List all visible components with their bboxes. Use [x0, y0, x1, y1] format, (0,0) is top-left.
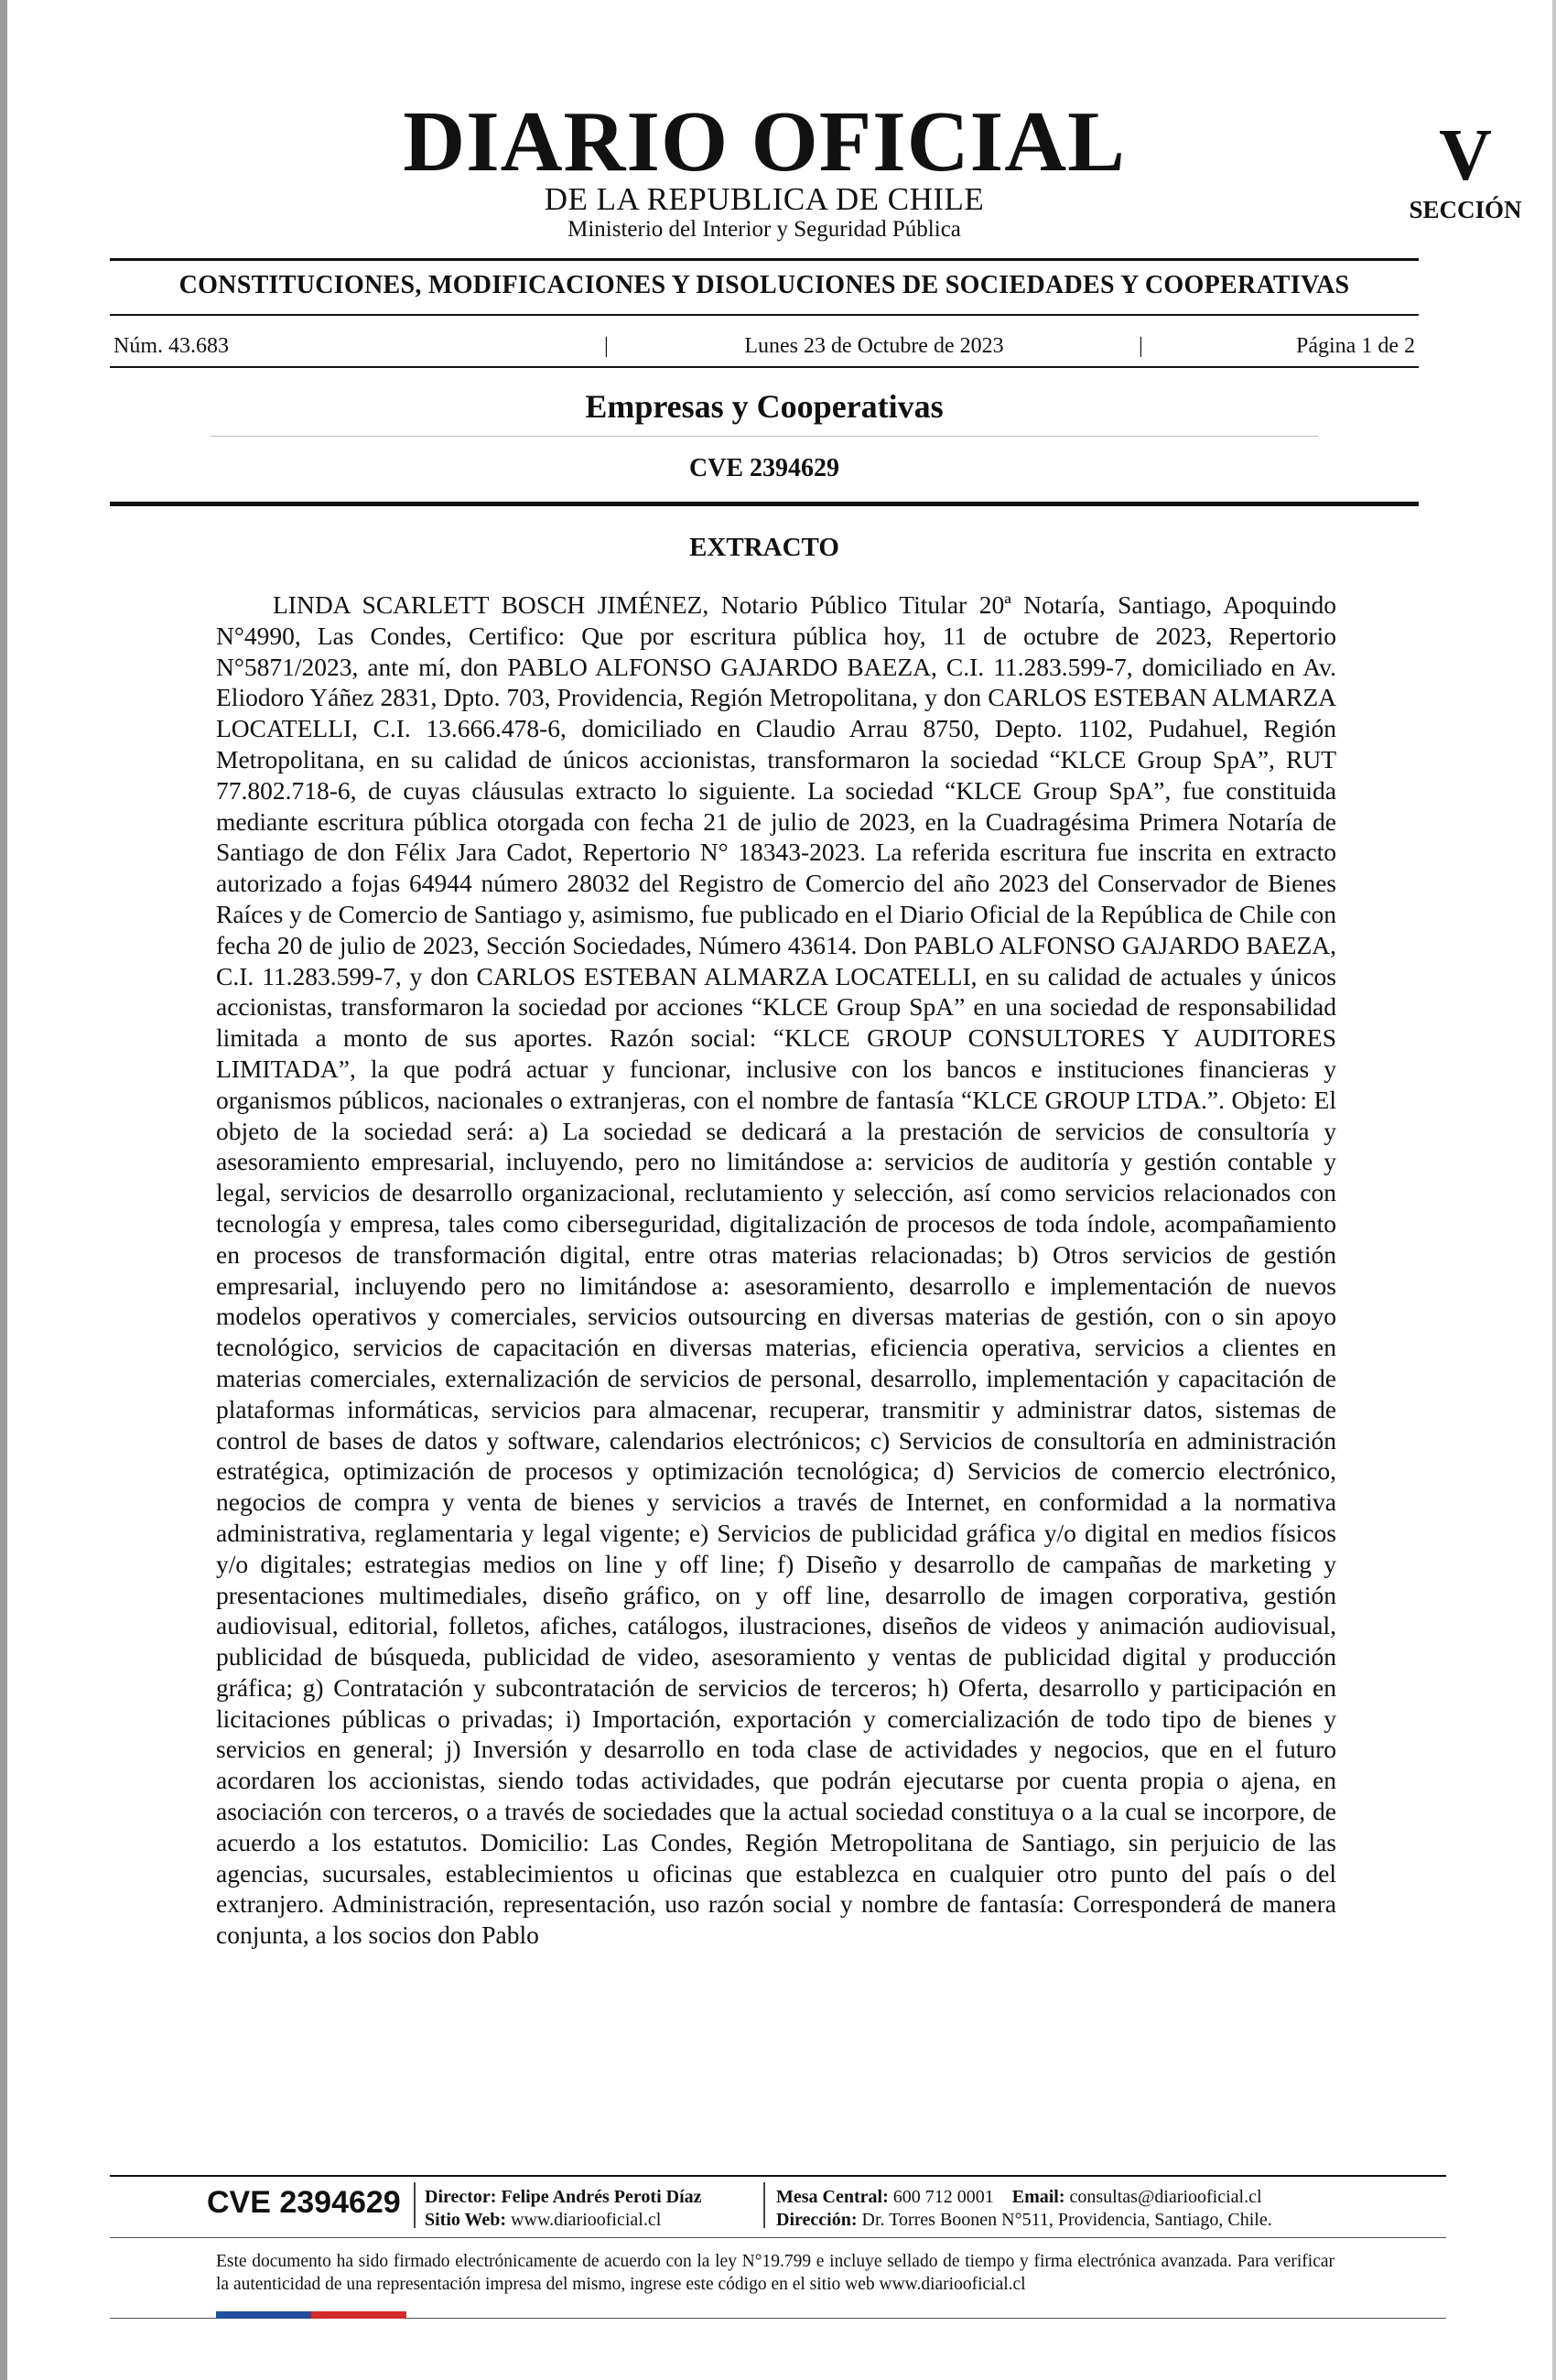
footer-legal-notice: Este documento ha sido firmado electrónicamente de acuerdo con la ley N°19.799 e incluye sellado de tiempo y firma electrónica avanzada. Para verificar la autenticidad de una representación impresa del mismo, ingrese este código en el sitio web www.diariooficial.cl [216, 2252, 1334, 2294]
category-heading: CONSTITUCIONES, MODIFICACIONES Y DISOLUCIONES DE SOCIEDADES Y COOPERATIVAS [178, 271, 1350, 299]
email-link[interactable]: consultas@diariooficial.cl [1069, 2187, 1262, 2207]
masthead-title: DIARIO OFICIAL [403, 94, 1126, 189]
issue-number: Núm. 43.683 [113, 334, 229, 358]
issue-date: Lunes 23 de Octubre de 2023 [744, 334, 1004, 358]
footer-contact-block [776, 2186, 1272, 2232]
footer-director-block [425, 2186, 702, 2232]
section-indicator [1397, 115, 1534, 223]
document-title: EXTRACTO [689, 533, 839, 562]
issue-info-row [110, 330, 1419, 362]
footer-cve-code: CVE 2394629 [207, 2185, 401, 2220]
section-word: SECCIÓN [1409, 196, 1522, 223]
section-heading-rule [211, 436, 1318, 437]
masthead [110, 92, 1522, 256]
footer-divider [414, 2182, 416, 2228]
cve-code: CVE 2394629 [688, 454, 840, 482]
phone-label: Mesa Central: [776, 2187, 889, 2207]
address-value: Dr. Torres Boonen N°511, Providencia, Santiago, Chile. [861, 2210, 1272, 2230]
website-link[interactable]: www.diariooficial.cl [511, 2210, 662, 2230]
flag-blue-segment [216, 2311, 311, 2319]
section-heading: Empresas y Cooperativas [585, 388, 944, 425]
phone-value: 600 712 0001 [892, 2187, 994, 2207]
director-name: Felipe Andrés Peroti Díaz [501, 2187, 702, 2207]
page-indicator: Página 1 de 2 [1296, 334, 1415, 358]
page-edge-shadow-right [1552, 0, 1556, 2380]
section-letter: V [1439, 115, 1492, 196]
page-edge-shadow [0, 0, 7, 2380]
body-paragraph: LINDA SCARLETT BOSCH JIMÉNEZ, Notario Público Titular 20ª Notaría, Santiago, Apoquindo N°4990, Las Condes, Certifico: Que por escritura pública hoy, 11 de octubre de 2023, Repertorio N°5871/2023, ante mí, don PABLO ALFONSO GAJARDO BAEZA, C.I. 11.283.599-7, domiciliado en Av. Eliodoro Yáñez 2831, Dpto. 703, Providencia, Región Metropolitana, y don CARLOS ESTEBAN ALMARZA LOCATELLI, C.I. 13.666.478-6, domiciliado en Claudio Arrau 8750, Depto. 1102, Pudahuel, Región Metropolitana, en su calidad de únicos accionistas, transformaron la sociedad “KLCE Group SpA”, RUT 77.802.718-6, de cuyas cláusulas extracto lo siguiente. La sociedad “KLCE Group SpA”, fue constituida mediante escritura pública otorgada con fecha 21 de julio de 2023, en la Cuadragésima Primera Notaría de Santiago de don Félix Jara Cadot, Repertorio N° 18343-2023. La referida escritura fue inscrita en extracto autorizado a fojas 64944 número 28032 del Registro de Comercio del año 2023 del Conservador de Bienes Raíces y de Comercio de Santiago y, asimismo, fue publicado en el Diario Oficial de la República de Chile con fecha 20 de julio de 2023, Sección Sociedades, Número 43614. Don PABLO ALFONSO GAJARDO BAEZA, C.I. 11.283.599-7, y don CARLOS ESTEBAN ALMARZA LOCATELLI, en su calidad de actuales y únicos accionistas, transformaron la sociedad por acciones “KLCE Group SpA” en una sociedad de responsabilidad limitada a monto de sus aportes. Razón social: “KLCE GROUP CONSULTORES Y AUDITORES LIMITADA”, la que podrá actuar y funcionar, inclusive con los bancos e instituciones financieras y organismos públicos, nacionales o extranjeras, con el nombre de fantasía “KLCE GROUP LTDA.”. Objeto: El objeto de la sociedad será: a) La sociedad se dedicará a la prestación de servicios de consultoría y asesoramiento empresarial, incluyendo, pero no limitándose a: servicios de auditoría y gestión contable y legal, servicios de desarrollo organizacional, reclutamiento y selección, así como servicios relacionados con tecnología y empresa, tales como ciberseguridad, digitalización de procesos de toda índole, acompañamiento en procesos de transformación digital, entre otras materias relacionadas; b) Otros servicios de gestión empresarial, incluyendo pero no limitándose a: asesoramiento, desarrollo e implementación de nuevos modelos operativos y comerciales, servicios outsourcing en diversas materias de gestión, con o sin apoyo tecnológico, servicios de capacitación en diversas materias, eficiencia operativa, servicios a clientes en materias comerciales, externalización de servicios de personal, desarrollo, implementación y capacitación de plataformas informáticas, servicios para almacenar, recuperar, transmitir y administrar datos, sistemas de control de bases de datos y software, calendarios electrónicos; c) Servicios de consultoría en administración estratégica, optimización de procesos y optimización tecnológica; d) Servicios de comercio electrónico, negocios de compra y venta de bienes y servicios a través de Internet, en conformidad a la normativa administrativa, reglamentaria y legal vigente; e) Servicios de publicidad gráfica y/o digital en medios físicos y/o digitales; estrategias medios on line y off line; f) Diseño y desarrollo de campañas de marketing y presentaciones multimediales, diseño gráfico, on y off line, desarrollo de imagen corporativa, gestión audiovisual, editorial, folletos, afiches, catálogos, ilustraciones, diseños de videos y animación audiovisual, publicidad de búsqueda, publicidad de video, asesoramiento y ventas de publicidad digital y producción gráfica; g) Contratación y subcontratación de servicios de terceros; h) Oferta, desarrollo y participación en licitaciones públicas o privadas; i) Importación, exportación y comercialización de todo tipo de bienes y servicios en general; j) Inversión y desarrollo en toda clase de actividades y negocios, que en el futuro acordaren los accionistas, siendo todas actividades, que podrán ejecutarse por cuenta propia o ajena, en asociación con terceros, o a través de sociedades que la actual sociedad constituya o a la cual se incorpore, de acuerdo a los estatutos. Domicilio: Las Condes, Región Metropolitana de Santiago, sin perjuicio de las agencias, sucursales, establecimientos u oficinas que establezca en cualquier otro punto del país o del extranjero. Administración, representación, uso razón social y nombre de fantasía: Corresponderá de manera conjunta, a los socios don Pablo [216, 590, 1336, 1950]
email-label: Email: [1011, 2187, 1065, 2207]
footer-rule [110, 2175, 1446, 2177]
masthead-rule [110, 258, 1419, 261]
footer-divider [763, 2182, 765, 2228]
masthead-subtitle: DE LA REPUBLICA DE CHILE [544, 181, 985, 217]
masthead-ministry: Ministerio del Interior y Seguridad Pública [567, 217, 961, 242]
address-label: Dirección: [776, 2210, 858, 2230]
footer-inner-rule [110, 2237, 1446, 2238]
header-bottom-rule [110, 502, 1419, 506]
website-label: Sitio Web: [425, 2210, 507, 2230]
flag-red-segment [311, 2311, 406, 2319]
document-body [216, 590, 1336, 1951]
issue-rule [110, 366, 1419, 368]
chile-flag-bar [216, 2311, 406, 2319]
issue-separator: | [1139, 334, 1143, 358]
category-rule [110, 314, 1419, 316]
issue-separator: | [604, 334, 609, 358]
director-label: Director: [425, 2187, 497, 2207]
